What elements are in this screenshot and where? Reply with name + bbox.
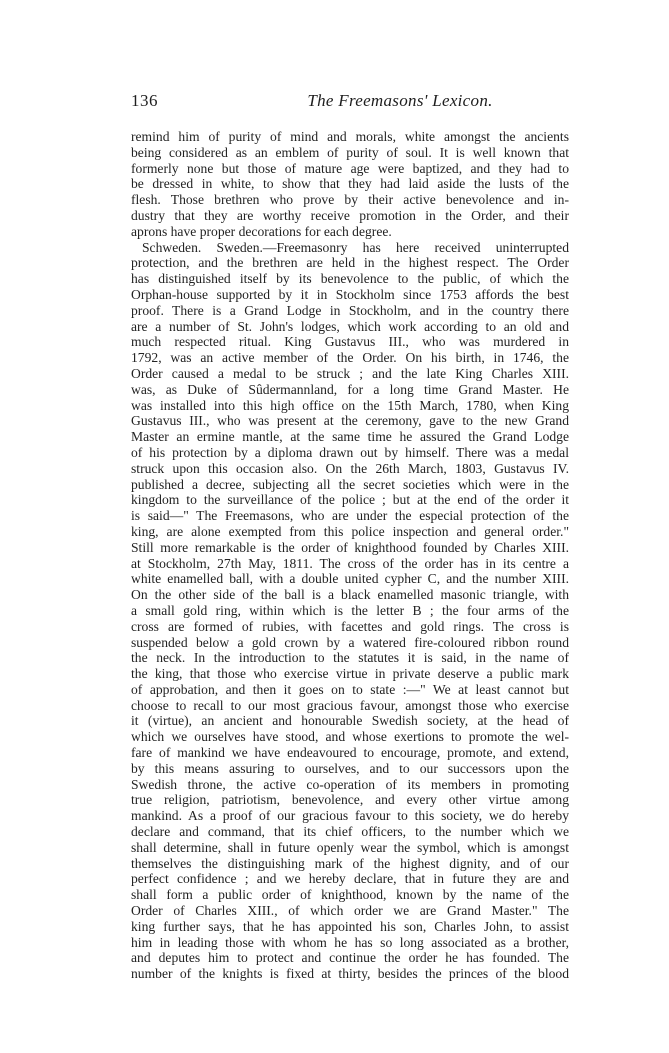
text-line: which we ourselves have stood, and whose exertions to promote the wel- bbox=[131, 729, 569, 745]
text-line: Order caused a medal to be struck ; and the late King Charles XIII. bbox=[131, 365, 569, 381]
text-line: shall determine, shall in future openly wear the symbol, which is amongst bbox=[131, 839, 569, 855]
text-line: cross are formed of rubies, with facettes and gold rings. The cross is bbox=[131, 618, 569, 634]
text-line: 1792, was an active member of the Order. On his birth, in 1746, the bbox=[131, 350, 569, 366]
text-line: king, are alone exempted from this police inspection and general order." bbox=[131, 523, 569, 539]
text-line: white enamelled ball, with a double united cypher C, and the number XIII. bbox=[131, 571, 569, 587]
text-line: shall form a public order of knighthood, known by the name of the bbox=[131, 887, 569, 903]
text-line: him in leading those with whom he has so long associated as a brother, bbox=[131, 934, 569, 950]
text-line: fare of mankind we have endeavoured to encourage, promote, and extend, bbox=[131, 745, 569, 761]
text-line: is said—" The Freemasons, who are under the especial protection of the bbox=[131, 508, 569, 524]
text-line: flesh. Those brethren who prove by their active benevolence and in- bbox=[131, 192, 569, 208]
text-line: On the other side of the ball is a black enamelled masonic triangle, with bbox=[131, 587, 569, 603]
text-line: choose to recall to our most gracious favour, amongst those who exercise bbox=[131, 697, 569, 713]
text-line: of approbation, and then it goes on to state :—" We at least cannot but bbox=[131, 681, 569, 697]
text-line: was, as Duke of Sûdermannland, for a long time Grand Master. He bbox=[131, 381, 569, 397]
text-line: published a decree, subjecting all the secret societies which were in the bbox=[131, 476, 569, 492]
text-line: and deputes him to protect and continue the order he has founded. The bbox=[131, 950, 569, 966]
text-line: perfect confidence ; and we hereby declare, that in future they are and bbox=[131, 871, 569, 887]
text-line: king further says, that he has appointed his son, Charles John, to assist bbox=[131, 918, 569, 934]
text-line: remind him of purity of mind and morals, white amongst the ancients bbox=[131, 129, 569, 144]
text-line: was installed into this high office on the 15th March, 1780, when King bbox=[131, 397, 569, 413]
text-line: dustry that they are worthy receive promotion in the Order, and their bbox=[131, 207, 569, 223]
text-line: suspended below a gold crown by a watered fire-coloured ribbon round bbox=[131, 634, 569, 650]
text-line: the neck. In the introduction to the statutes it is said, in the name of bbox=[131, 650, 569, 666]
text-line: protection, and the brethren are held in the highest respect. The Order bbox=[131, 255, 569, 271]
text-line: Schweden. Sweden.—Freemasonry has here received uninterrupted bbox=[142, 239, 569, 255]
running-title: The Freemasons' Lexicon. bbox=[307, 91, 493, 110]
text-line: a small gold ring, within which is the letter B ; the four arms of the bbox=[131, 602, 569, 618]
text-line: being considered as an emblem of purity of soul. It is well known that bbox=[131, 144, 569, 160]
text-line: true religion, patriotism, benevolence, and every other virtue among bbox=[131, 792, 569, 808]
text-line: Orphan-house supported by it in Stockholm since 1753 affords the best bbox=[131, 286, 569, 302]
text-line: the king, that those who exercise virtue in private deserve a public mark bbox=[131, 666, 569, 682]
text-line: be dressed in white, to show that they had laid aside the lusts of the bbox=[131, 176, 569, 192]
text-line: it (virtue), an ancient and honourable Swedish society, at the head of bbox=[131, 713, 569, 729]
text-line: by this means assuring to ourselves, and to our successors upon the bbox=[131, 760, 569, 776]
text-line: Order of Charles XIII., of which order we are Grand Master." The bbox=[131, 903, 569, 919]
text-line: declare and command, that its chief officers, to the number which we bbox=[131, 824, 569, 840]
text-line: Gustavus III., who was present at the ceremony, gave to the new Grand bbox=[131, 413, 569, 429]
body-text bbox=[131, 129, 569, 982]
text-line: themselves the distinguishing mark of the highest dignity, and of our bbox=[131, 855, 569, 871]
text-line: struck upon this occasion also. On the 26th March, 1803, Gustavus IV. bbox=[131, 460, 569, 476]
text-line: Still more remarkable is the order of knighthood founded by Charles XIII. bbox=[131, 539, 569, 555]
page-number: 136 bbox=[131, 91, 158, 110]
text-line: aprons have proper decorations for each degree. bbox=[131, 223, 392, 239]
text-line: of his protection by a diploma drawn out by himself. There was a medal bbox=[131, 444, 569, 460]
text-line: Swedish throne, the active co-operation of its members in promoting bbox=[131, 776, 569, 792]
text-line: mankind. As a proof of our gracious favour to this society, we do hereby bbox=[131, 808, 569, 824]
text-line: has distinguished itself by its benevolence to the public, of which the bbox=[131, 271, 569, 287]
text-line: kingdom to the surveillance of the police ; but at the end of the order it bbox=[131, 492, 569, 508]
text-line: Master an ermine mantle, at the same time he assured the Grand Lodge bbox=[131, 429, 569, 445]
text-line: formerly none but those of mature age were baptized, and they had to bbox=[131, 160, 569, 176]
text-line: much respected ritual. King Gustavus III., who was murdered in bbox=[131, 334, 569, 350]
text-line: are a number of St. John's lodges, which work according to an old and bbox=[131, 318, 569, 334]
text-line: number of the knights is fixed at thirty, besides the princes of the blood bbox=[131, 966, 569, 982]
text-line: at Stockholm, 27th May, 1811. The cross of the order has in its centre a bbox=[131, 555, 569, 571]
text-line: proof. There is a Grand Lodge in Stockholm, and in the country there bbox=[131, 302, 569, 318]
page-header bbox=[131, 91, 569, 115]
